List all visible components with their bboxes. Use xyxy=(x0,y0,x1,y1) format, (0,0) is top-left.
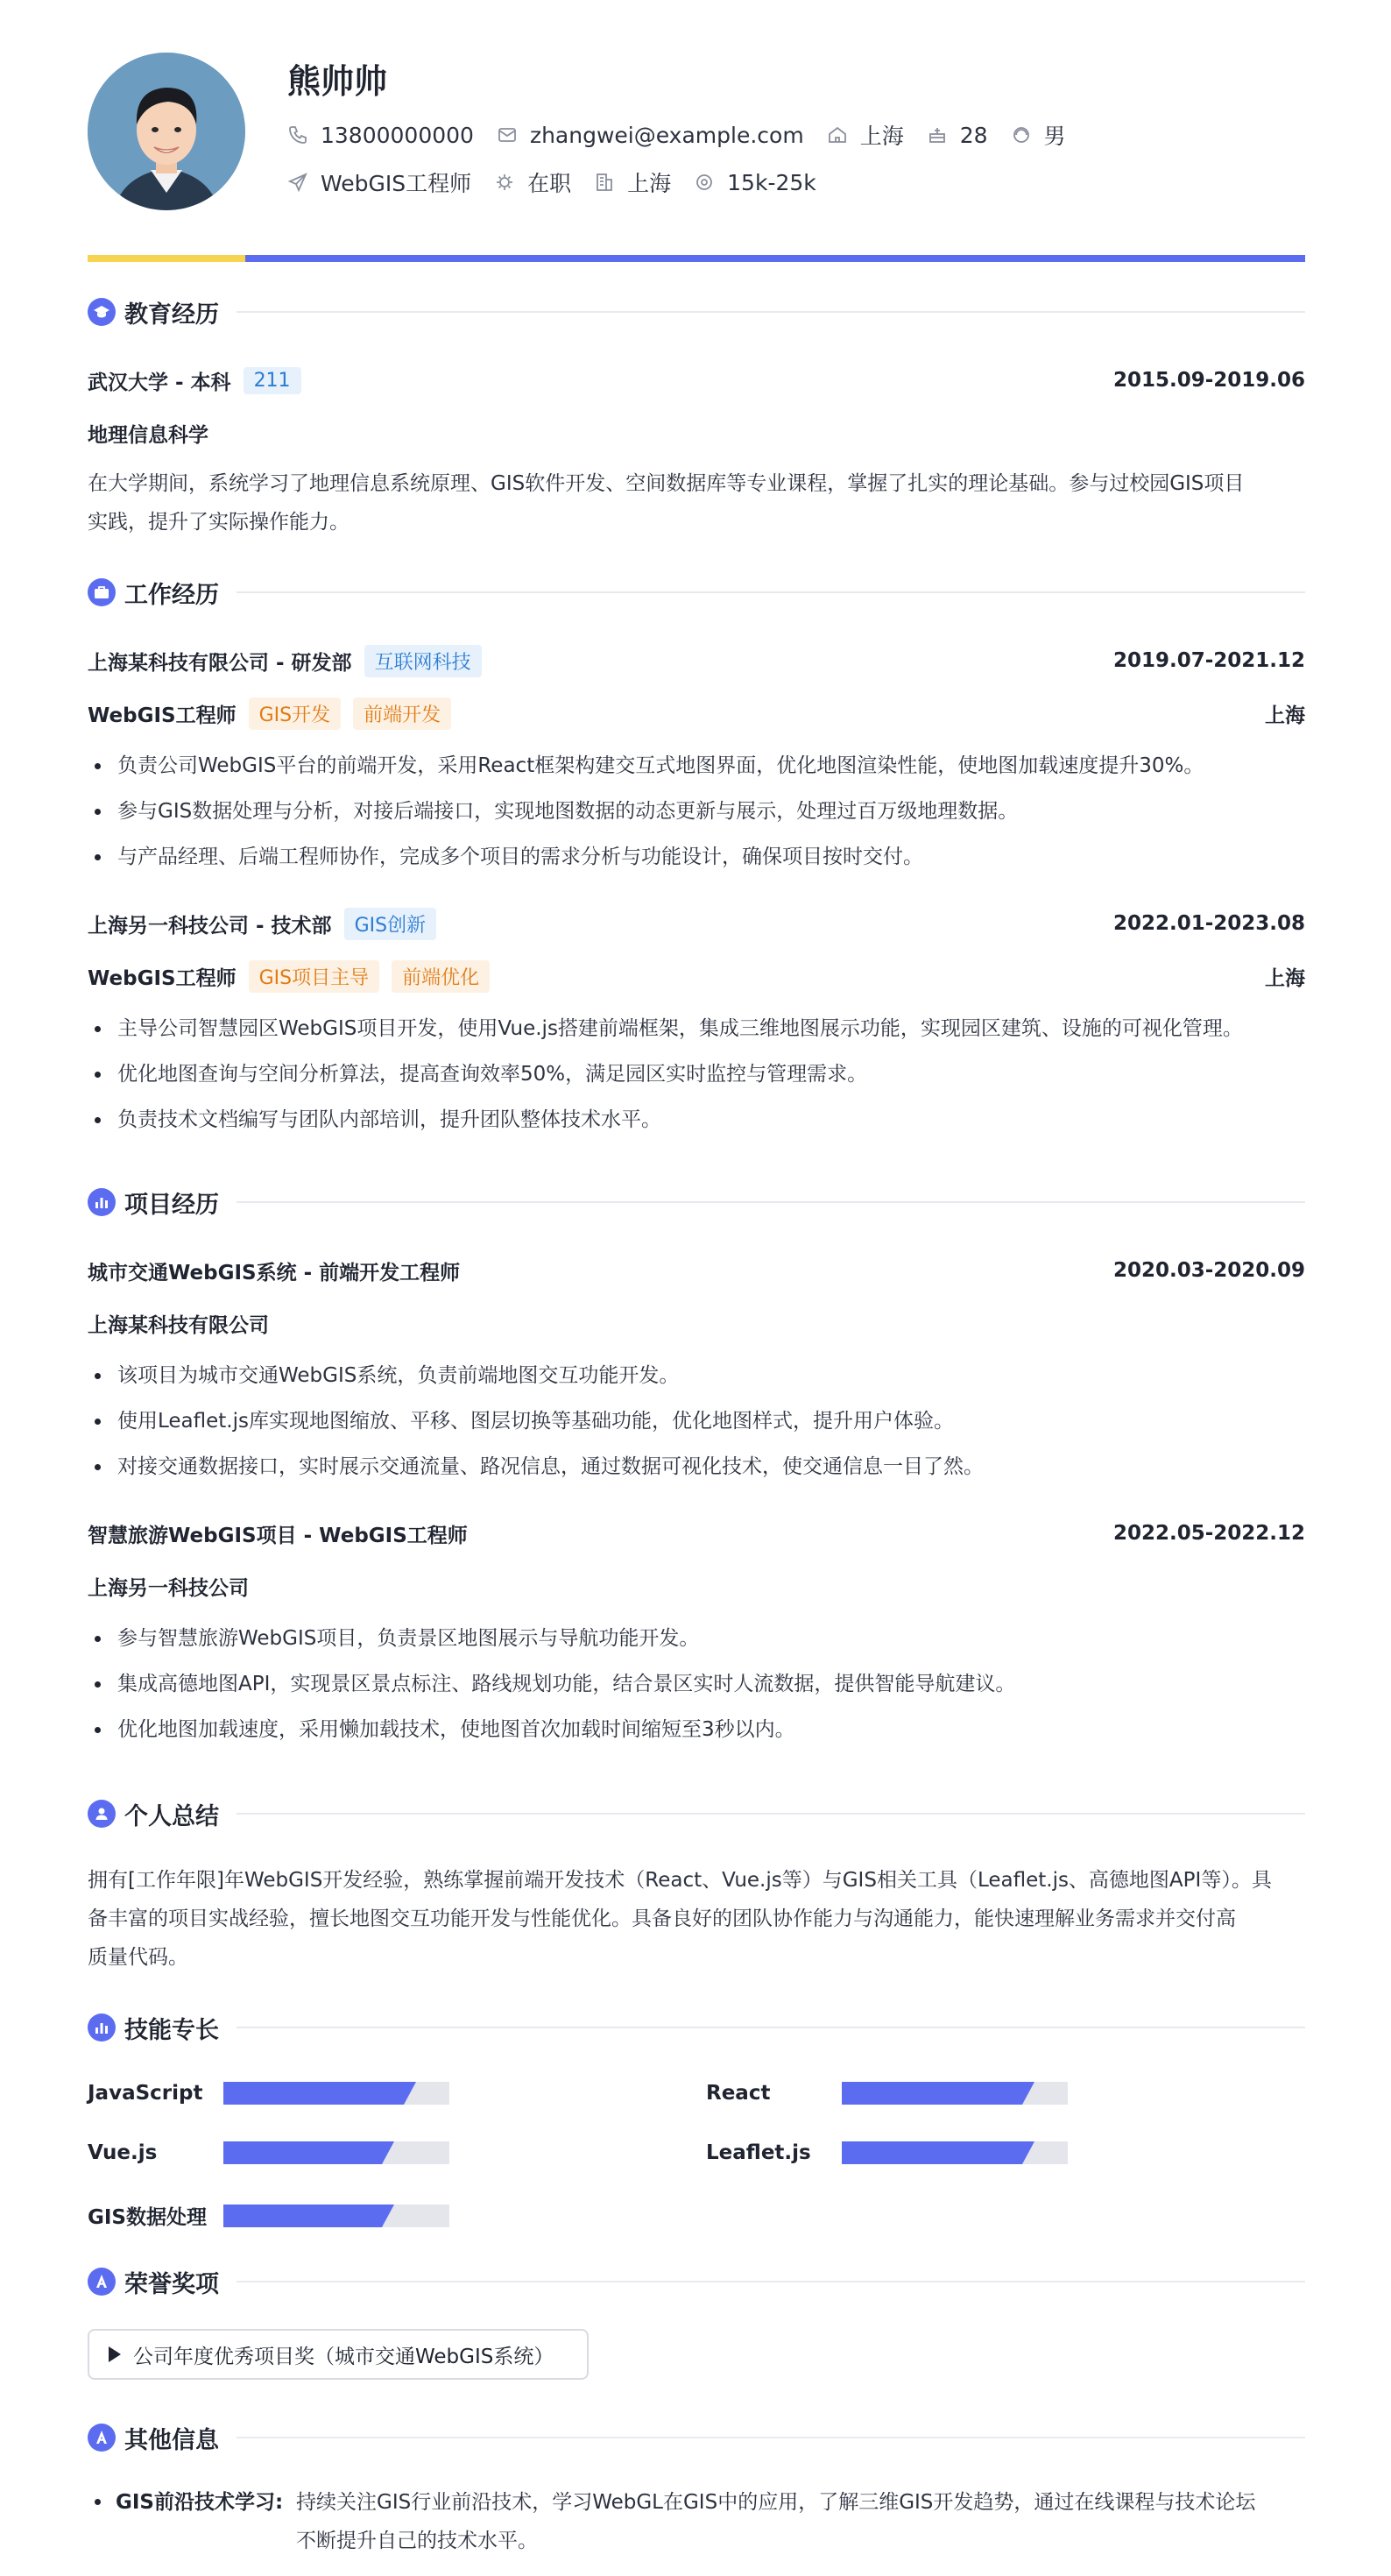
list-item: 负责技术文档编写与团队内部培训，提升团队整体技术水平。 xyxy=(88,1097,1305,1143)
avatar xyxy=(88,53,245,210)
contact-row xyxy=(287,119,1089,151)
send-icon xyxy=(287,172,308,193)
skill-level-fill xyxy=(223,2141,382,2164)
other-key: GIS前沿技术学习: xyxy=(116,2491,284,2514)
school-tag: 211 xyxy=(244,367,301,394)
education-description xyxy=(88,464,1305,541)
status-value: 在职 xyxy=(527,171,572,196)
section-rule xyxy=(237,2027,1305,2028)
summary-line: 质量代码。 xyxy=(88,1946,188,1969)
skill-level-fill xyxy=(842,2141,1022,2164)
coin-icon xyxy=(694,172,715,193)
section-label: 项目经历 xyxy=(124,1191,219,1219)
other-value-line: 持续关注GIS行业前沿技术，学习WebGL在GIS中的应用，了解三维GIS开发趋势，通过在线课程与技术论坛 xyxy=(296,2491,1256,2514)
honors-section-title xyxy=(88,2264,1305,2299)
gender-item xyxy=(1011,119,1066,151)
candidate-name: 熊帅帅 xyxy=(287,62,388,101)
bullet-dot xyxy=(95,2499,101,2505)
education-date: 2015.09-2019.06 xyxy=(1112,369,1305,392)
major: 地理信息科学 xyxy=(88,423,208,447)
job-role-row xyxy=(88,959,1305,994)
job-location: 上海 xyxy=(1265,704,1305,727)
role-tag: GIS开发 xyxy=(249,697,342,730)
section-label: 个人总结 xyxy=(124,1802,219,1830)
summary-text xyxy=(88,1861,1305,1977)
projects-section-title xyxy=(88,1185,1305,1220)
skill-bar xyxy=(842,2082,1068,2105)
job-date: 2019.07-2021.12 xyxy=(1112,649,1305,672)
skill-level-fill xyxy=(842,2082,1022,2105)
skill-name: React xyxy=(706,2082,771,2105)
list-item: 参与智慧旅游WebGIS项目，负责景区地图展示与导航功能开发。 xyxy=(88,1616,1305,1661)
summary-section-title xyxy=(88,1796,1305,1831)
list-item: 优化地图查询与空间分析算法，提高查询效率50%，满足园区实时监控与管理需求。 xyxy=(88,1051,1305,1097)
list-item: 使用Leaflet.js库实现地图缩放、平移、图层切换等基础功能，优化地图样式，提升用户体验。 xyxy=(88,1398,1305,1444)
job-bullets xyxy=(88,1006,1305,1143)
list-item: 主导公司智慧园区WebGIS项目开发，使用Vue.js搭建前端框架，集成三维地图展示功能，实现园区建筑、设施的可视化管理。 xyxy=(88,1006,1305,1051)
gender-value: 男 xyxy=(1043,124,1066,149)
section-rule xyxy=(237,1813,1305,1815)
work-city-item xyxy=(594,166,671,198)
phone-icon xyxy=(287,124,308,145)
skill-bar xyxy=(223,2082,449,2105)
school-name: 武汉大学 - 本科 xyxy=(88,371,231,394)
briefcase-icon xyxy=(88,578,116,606)
list-item: 对接交通数据接口，实时展示交通流量、路况信息，通过数据可视化技术，使交通信息一目了然。 xyxy=(88,1444,1305,1490)
list-item: 集成高德地图API，实现景区景点标注、路线规划功能，结合景区实时人流数据，提供智能导航建议。 xyxy=(88,1661,1305,1707)
other-value-line: 不断提升自己的技术水平。 xyxy=(296,2530,538,2552)
phone-item xyxy=(287,123,474,148)
education-desc-line: 在大学期间，系统学习了地理信息系统原理、GIS软件开发、空间数据库等专业课程，掌握了扎实的理论基础。参与过校园GIS项目 xyxy=(88,472,1245,495)
status-icon xyxy=(494,172,515,193)
skill-bar xyxy=(223,2141,449,2164)
city-value: 上海 xyxy=(859,124,904,149)
user-icon xyxy=(88,1800,116,1828)
salary-item xyxy=(694,170,816,195)
project-date: 2022.05-2022.12 xyxy=(1112,1522,1305,1545)
home-icon xyxy=(827,124,848,145)
profile-header xyxy=(88,53,1305,210)
section-rule xyxy=(237,2437,1305,2438)
skill-item xyxy=(706,2082,1068,2105)
job-role: WebGIS工程师 xyxy=(88,966,237,990)
job-role-row xyxy=(88,696,1305,731)
skill-item xyxy=(88,2201,449,2230)
skill-bar xyxy=(842,2141,1068,2164)
status-item xyxy=(494,166,571,198)
project-org: 上海另一科技公司 xyxy=(88,1576,249,1600)
company-name: 上海某科技有限公司 - 研发部 xyxy=(88,651,352,675)
skill-item xyxy=(88,2141,449,2164)
section-label: 其他信息 xyxy=(124,2426,219,2454)
education-desc-line: 实践，提升了实际操作能力。 xyxy=(88,511,350,534)
phone-value: 13800000000 xyxy=(321,122,474,148)
salary-value: 15k-25k xyxy=(727,169,816,195)
education-header xyxy=(88,363,1305,398)
email-value: zhangwei@example.com xyxy=(529,122,804,148)
section-rule xyxy=(237,2281,1305,2282)
cake-icon xyxy=(927,124,948,145)
avatar-portrait-icon xyxy=(88,53,245,210)
list-item: 负责公司WebGIS平台的前端开发，采用React框架构建交互式地图界面，优化地图渲染性能，使地图加载速度提升30%。 xyxy=(88,743,1305,789)
skill-name: GIS数据处理 xyxy=(88,2206,208,2229)
role-tag: GIS项目主导 xyxy=(249,960,380,993)
job-date: 2022.01-2023.08 xyxy=(1112,912,1305,935)
award-item[interactable] xyxy=(88,2329,589,2380)
project-date: 2020.03-2020.09 xyxy=(1112,1259,1305,1282)
skill-level-fill xyxy=(223,2204,382,2227)
mail-icon xyxy=(497,124,518,145)
skill-bar xyxy=(223,2204,449,2227)
job-bullets xyxy=(88,743,1305,880)
section-rule xyxy=(237,311,1305,313)
summary-line: 拥有[工作年限]年WebGIS开发经验，熟练掌握前端开发技术（React、Vue.js等）与GIS相关工具（Leaflet.js、高德地图API等）。具 xyxy=(88,1869,1272,1892)
section-label: 教育经历 xyxy=(124,301,219,329)
company-tag: GIS创新 xyxy=(344,908,437,940)
list-item: 参与GIS数据处理与分析，对接后端接口，实现地图数据的动态更新与展示，处理过百万级地理数据。 xyxy=(88,789,1305,834)
award-text: 公司年度优秀项目奖（城市交通WebGIS系统） xyxy=(133,2345,554,2368)
education-section-title xyxy=(88,294,1305,329)
skill-level-fill xyxy=(223,2082,404,2105)
gender-icon xyxy=(1011,124,1032,145)
section-label: 工作经历 xyxy=(124,581,219,609)
work-city-value: 上海 xyxy=(627,171,672,196)
expand-triangle-icon xyxy=(109,2346,121,2362)
city-item xyxy=(827,119,904,151)
job-location: 上海 xyxy=(1265,966,1305,990)
project-bullets xyxy=(88,1353,1305,1490)
job-header xyxy=(88,643,1305,678)
company-tag: 互联网科技 xyxy=(364,645,482,677)
building-icon xyxy=(594,172,615,193)
project-name: 智慧旅游WebGIS项目 - WebGIS工程师 xyxy=(88,1524,468,1547)
skill-name: JavaScript xyxy=(88,2082,203,2105)
project-org-row xyxy=(88,1306,1305,1341)
list-item: 该项目为城市交通WebGIS系统，负责前端地图交互功能开发。 xyxy=(88,1353,1305,1398)
chart-icon xyxy=(88,2013,116,2042)
summary-line: 备丰富的项目实战经验，擅长地图交互功能开发与性能优化。具备良好的团队协作能力与沟通能力，能快速理解业务需求并交付高 xyxy=(88,1907,1236,1930)
section-rule xyxy=(237,591,1305,593)
graduation-cap-icon xyxy=(88,298,116,326)
work-section-title xyxy=(88,575,1305,610)
project-name: 城市交通WebGIS系统 - 前端开发工程师 xyxy=(88,1261,461,1284)
section-label: 技能专长 xyxy=(124,2016,219,2044)
bar-chart-icon xyxy=(88,1188,116,1216)
award-icon xyxy=(88,2268,116,2296)
skills-section-title xyxy=(88,2010,1305,2045)
company-name: 上海另一科技公司 - 技术部 xyxy=(88,914,332,938)
list-item: 与产品经理、后端工程师协作，完成多个项目的需求分析与功能设计，确保项目按时交付。 xyxy=(88,834,1305,880)
info-icon xyxy=(88,2424,116,2452)
major-row xyxy=(88,415,1305,450)
section-label: 荣誉奖项 xyxy=(124,2270,219,2298)
skill-name: Leaflet.js xyxy=(706,2141,811,2164)
skill-item xyxy=(706,2141,1068,2164)
project-header xyxy=(88,1253,1305,1288)
skill-name: Vue.js xyxy=(88,2141,158,2164)
position-item xyxy=(287,166,471,198)
age-value: 28 xyxy=(959,122,988,148)
project-header xyxy=(88,1516,1305,1551)
job-role: WebGIS工程师 xyxy=(88,704,237,727)
other-section-title xyxy=(88,2420,1305,2455)
section-rule xyxy=(237,1201,1305,1203)
project-org: 上海某科技有限公司 xyxy=(88,1313,269,1337)
list-item: 优化地图加载速度，采用懒加载技术，使地图首次加载时间缩短至3秒以内。 xyxy=(88,1707,1305,1752)
role-tag: 前端开发 xyxy=(353,697,451,730)
other-value xyxy=(296,2483,1305,2560)
age-item xyxy=(927,123,988,148)
project-org-row xyxy=(88,1568,1305,1603)
header-divider-highlight xyxy=(88,255,245,262)
project-bullets xyxy=(88,1616,1305,1752)
job-intent-row xyxy=(287,166,839,198)
skill-item xyxy=(88,2082,449,2105)
job-header xyxy=(88,906,1305,941)
header-divider xyxy=(88,255,1305,262)
role-tag: 前端优化 xyxy=(392,960,490,993)
email-item xyxy=(497,123,804,148)
position-value: WebGIS工程师 xyxy=(321,171,472,196)
